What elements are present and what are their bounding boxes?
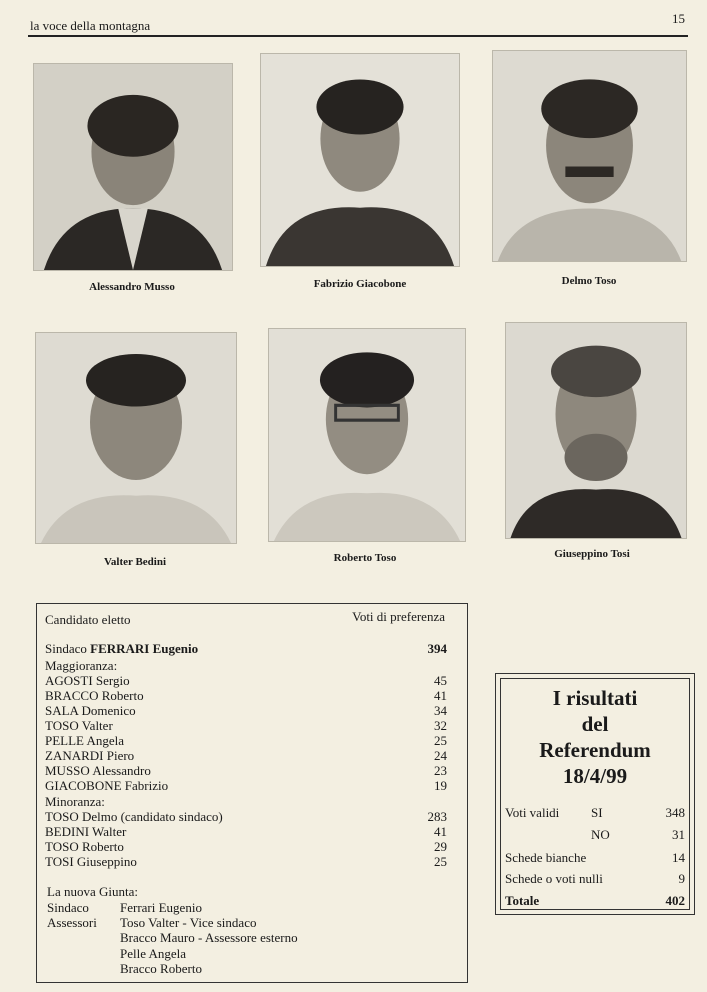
candidate-votes: 25	[434, 733, 447, 748]
candidate-name: TOSO Delmo (candidato sindaco)	[45, 809, 223, 824]
si-votes: 348	[665, 805, 685, 820]
candidate-votes: 34	[434, 703, 447, 718]
list-item	[45, 809, 447, 824]
candidate-name: TOSI Giuseppino	[45, 854, 137, 869]
sindaco-row	[45, 641, 447, 656]
candidate-name: GIACOBONE Fabrizio	[45, 778, 169, 793]
bianche-votes: 14	[672, 850, 685, 865]
page-number: 15	[672, 11, 685, 26]
header-rule	[28, 35, 688, 37]
sindaco-prefix: Sindaco	[45, 641, 87, 656]
list-item	[45, 839, 447, 854]
list-item	[45, 748, 447, 763]
giunta-sindaco-label: Sindaco	[47, 900, 89, 915]
caption-delmo-toso: Delmo Toso	[561, 275, 617, 287]
referendum-title-line: 18/4/99	[562, 764, 628, 788]
candidate-name: AGOSTI Sergio	[45, 673, 130, 688]
list-item	[45, 824, 447, 839]
portrait-photo-roberto-toso	[268, 328, 466, 542]
portrait-photo-delmo-toso	[492, 50, 687, 262]
referendum-box	[495, 673, 695, 915]
referendum-row-no	[505, 827, 685, 843]
list-item	[45, 854, 447, 869]
referendum-row-bianche	[505, 850, 685, 866]
minoranza-label: Minoranza:	[45, 794, 105, 809]
candidate-votes: 283	[427, 809, 447, 824]
nulli-votes: 9	[678, 871, 685, 886]
referendum-row-nulli	[505, 871, 685, 887]
list-item	[45, 688, 447, 703]
candidate-votes: 32	[434, 718, 447, 733]
candidate-name: BEDINI Walter	[45, 824, 127, 839]
portrait-photo-tosi	[505, 322, 687, 539]
candidate-name: PELLE Angela	[45, 733, 125, 748]
giunta-sindaco-name: Ferrari Eugenio	[120, 900, 202, 915]
col-candidate-header: Candidato eletto	[45, 612, 131, 627]
si-label: SI	[591, 805, 603, 820]
referendum-title	[501, 685, 689, 789]
candidate-name: BRACCO Roberto	[45, 688, 144, 703]
caption-giacobone: Fabrizio Giacobone	[313, 278, 407, 290]
candidate-name: MUSSO Alessandro	[45, 763, 151, 778]
validi-label: Voti validi	[505, 805, 560, 820]
referendum-title-line: Referendum	[539, 738, 651, 762]
referendum-title-line: del	[581, 712, 609, 736]
giunta-assessore: Toso Valter - Vice sindaco	[120, 915, 257, 930]
candidate-votes: 45	[434, 673, 447, 688]
candidate-votes: 29	[434, 839, 447, 854]
candidate-name: SALA Domenico	[45, 703, 136, 718]
referendum-title-line: I risultati	[552, 686, 638, 710]
giunta-assessore: Pelle Angela	[120, 946, 187, 961]
list-item	[45, 718, 447, 733]
referendum-row-si	[505, 805, 685, 821]
portrait-photo-giacobone	[260, 53, 460, 267]
giunta-assessore: Bracco Mauro - Assessore esterno	[120, 930, 298, 945]
col-votes-header: Voti di preferenza	[352, 609, 445, 624]
portrait-photo-bedini	[35, 332, 237, 544]
election-results-box	[36, 603, 468, 983]
referendum-inner-frame	[500, 678, 690, 910]
candidate-votes: 23	[434, 763, 447, 778]
portrait-photo-musso	[33, 63, 233, 271]
giunta-label: La nuova Giunta:	[47, 884, 138, 899]
list-item	[45, 733, 447, 748]
caption-musso: Alessandro Musso	[89, 281, 175, 293]
referendum-row-totale	[505, 893, 685, 909]
nulli-label: Schede o voti nulli	[505, 871, 603, 886]
bianche-label: Schede bianche	[505, 850, 587, 865]
giunta-assessori-label: Assessori	[47, 915, 97, 930]
sindaco-name: FERRARI Eugenio	[90, 641, 199, 656]
candidate-name: ZANARDI Piero	[45, 748, 135, 763]
sindaco-votes: 394	[427, 641, 447, 656]
list-item	[45, 703, 447, 718]
caption-tosi: Giuseppino Tosi	[554, 548, 630, 560]
candidate-votes: 41	[434, 688, 447, 703]
caption-bedini: Valter Bedini	[103, 556, 167, 568]
no-votes: 31	[672, 827, 685, 842]
list-item	[45, 778, 447, 793]
no-label: NO	[591, 827, 610, 842]
maggioranza-label: Maggioranza:	[45, 658, 118, 673]
candidate-votes: 19	[434, 778, 447, 793]
candidate-votes: 24	[434, 748, 447, 763]
candidate-votes: 41	[434, 824, 447, 839]
caption-roberto-toso: Roberto Toso	[333, 552, 397, 564]
header-title: la voce della montagna	[30, 18, 151, 33]
candidate-name: TOSO Roberto	[45, 839, 124, 854]
totale-label: Totale	[505, 893, 540, 908]
list-item	[45, 673, 447, 688]
totale-votes: 402	[665, 893, 685, 908]
candidate-name: TOSO Valter	[45, 718, 113, 733]
giunta-assessore: Bracco Roberto	[120, 961, 202, 976]
candidate-votes: 25	[434, 854, 447, 869]
list-item	[45, 763, 447, 778]
